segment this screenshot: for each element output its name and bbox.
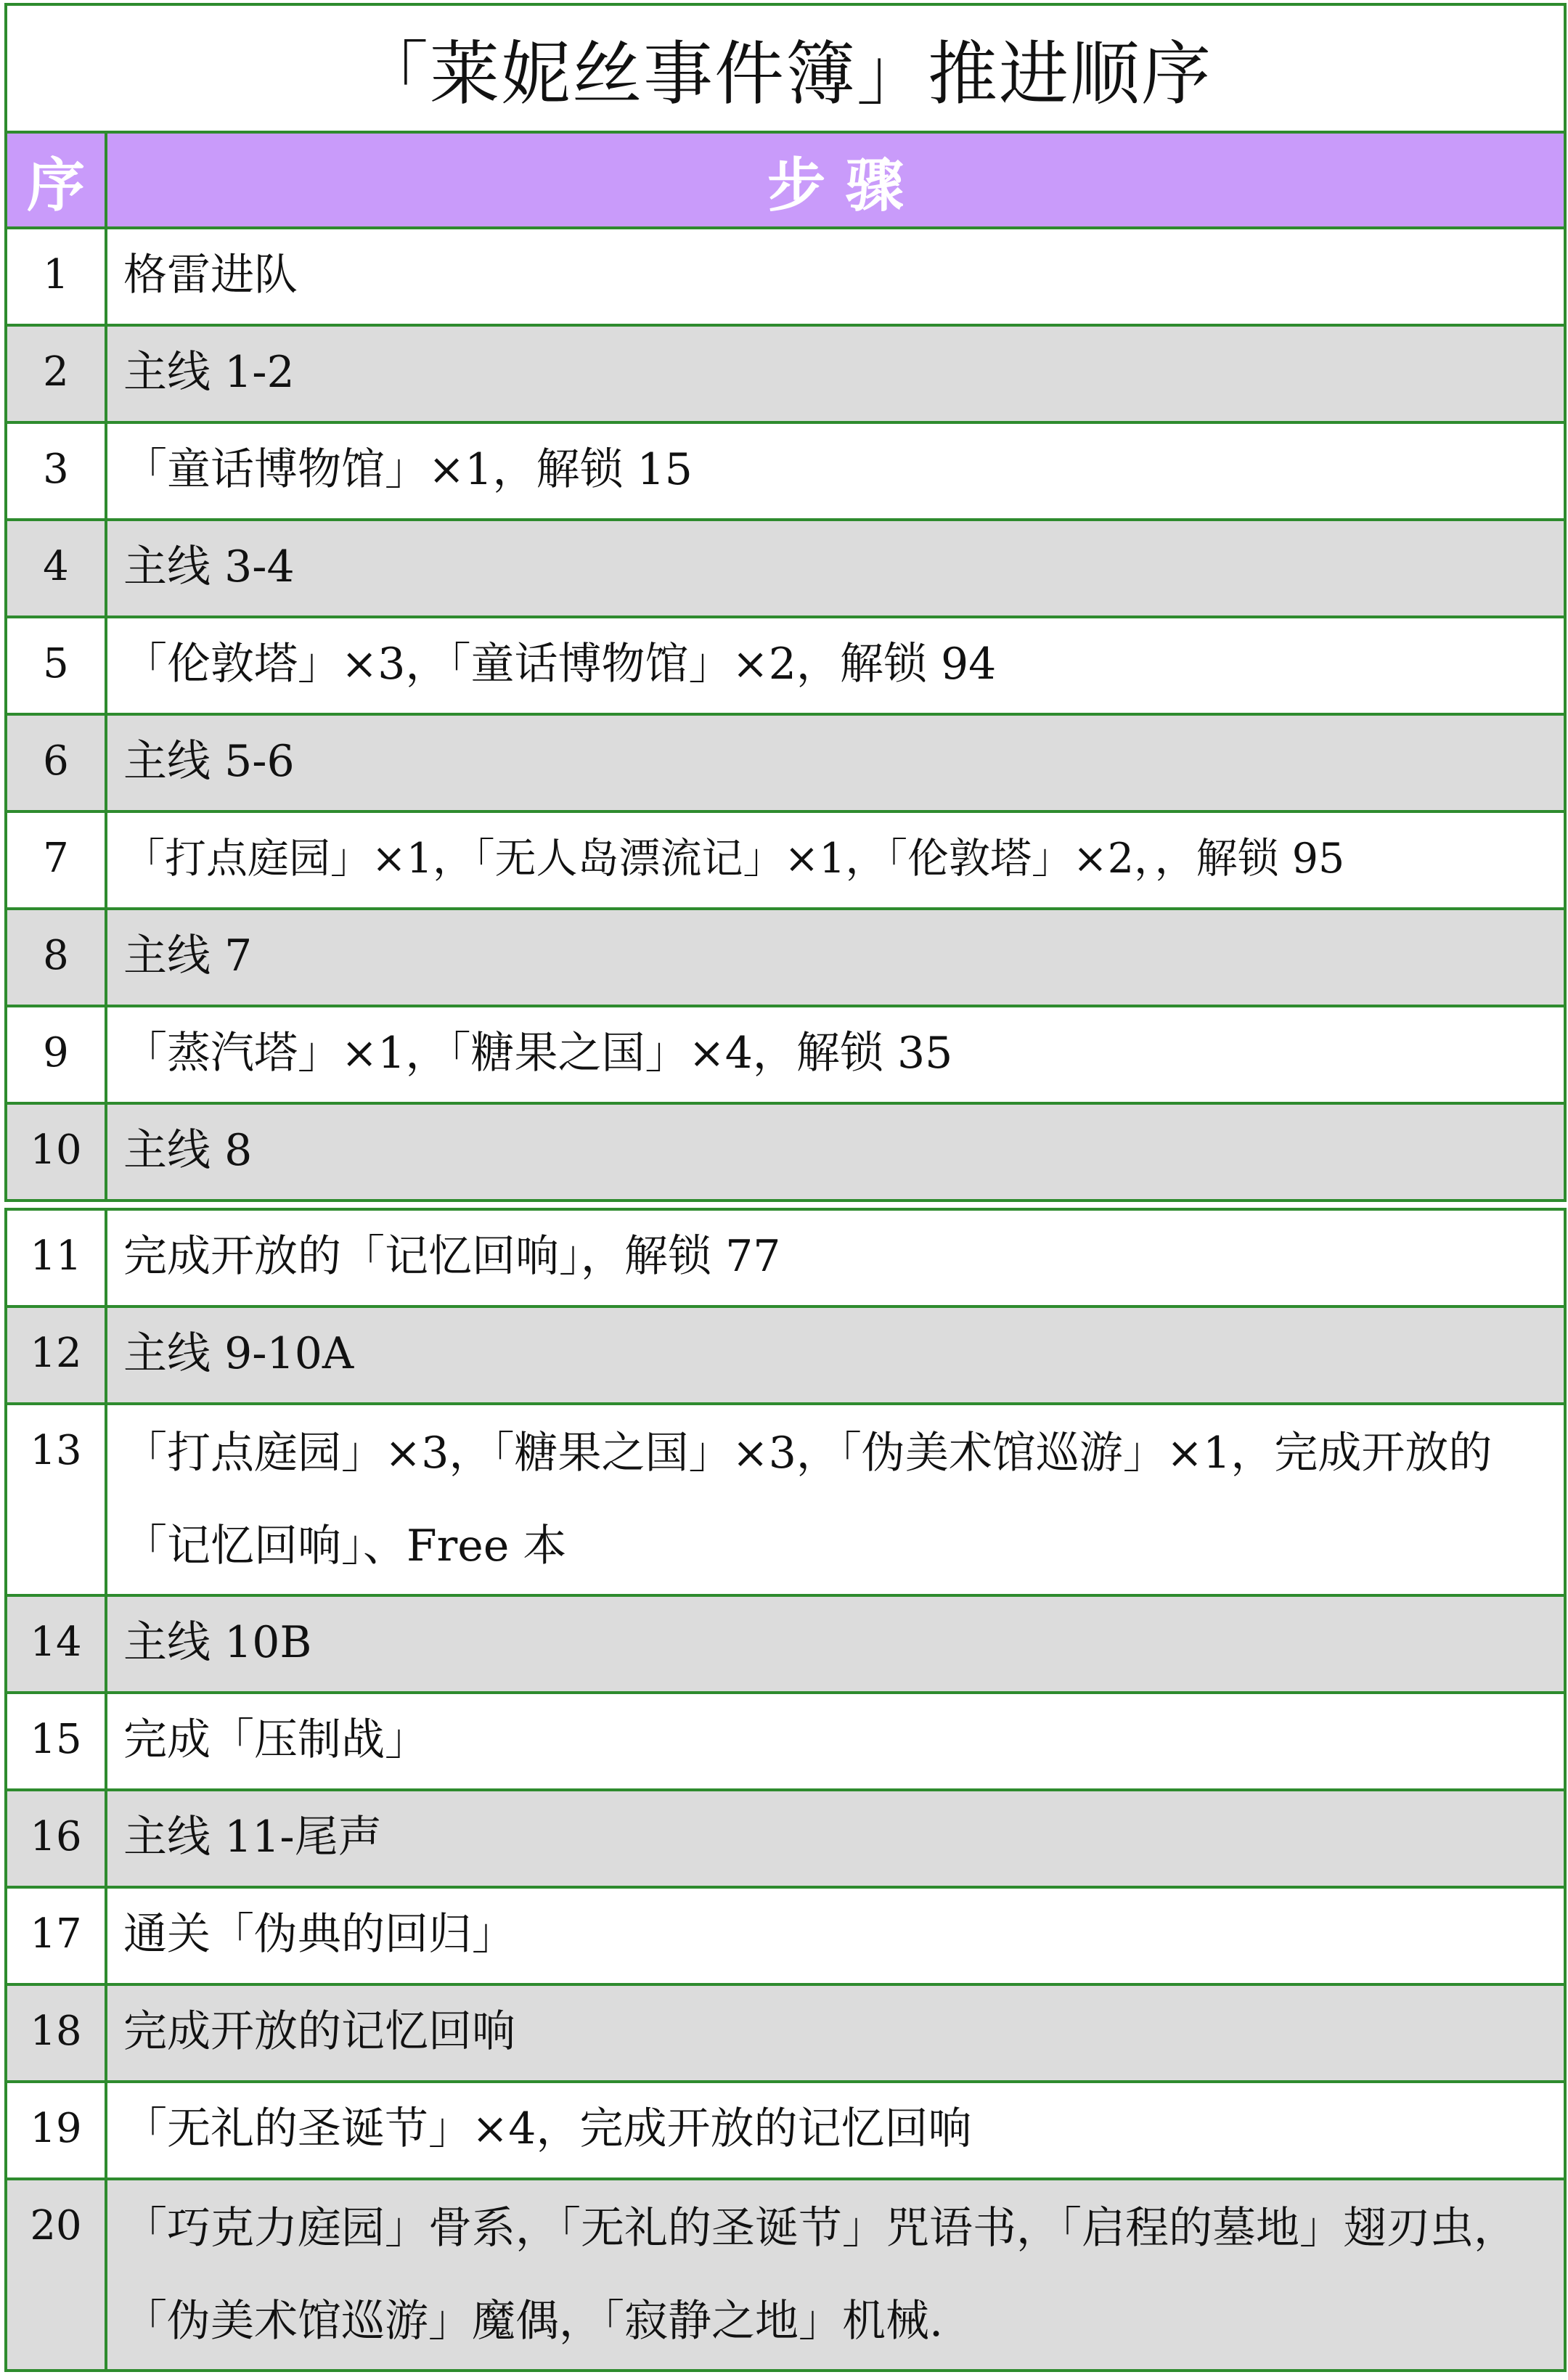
row-number: 20 xyxy=(6,2179,106,2371)
row-number: 18 xyxy=(6,1984,106,2082)
table-row xyxy=(6,1887,1565,1984)
row-number: 16 xyxy=(6,1790,106,1887)
table-row xyxy=(6,520,1565,617)
row-step: 主线 8 xyxy=(106,1103,1565,1201)
table-row xyxy=(6,228,1565,325)
progression-sheet xyxy=(4,3,1564,2372)
row-step: 主线 9-10A xyxy=(106,1306,1565,1404)
row-step: 格雷进队 xyxy=(106,228,1565,325)
row-step: 「童话博物馆」×1，解锁 15 xyxy=(106,422,1565,520)
table-row xyxy=(6,2179,1565,2371)
table-row xyxy=(6,2082,1565,2179)
row-number: 1 xyxy=(6,228,106,325)
header-step: 步 骤 xyxy=(106,132,1565,228)
table-row xyxy=(6,1984,1565,2082)
row-number: 19 xyxy=(6,2082,106,2179)
row-step: 完成开放的「记忆回响」，解锁 77 xyxy=(106,1209,1565,1306)
table-row xyxy=(6,1790,1565,1887)
row-step: 「打点庭园」×1，「无人岛漂流记」×1，「伦敦塔」×2，，解锁 95 xyxy=(106,811,1565,909)
row-number: 14 xyxy=(6,1595,106,1693)
row-number: 6 xyxy=(6,714,106,811)
table-row xyxy=(6,1595,1565,1693)
row-number: 17 xyxy=(6,1887,106,1984)
row-step: 主线 10B xyxy=(106,1595,1565,1693)
row-step: 主线 3-4 xyxy=(106,520,1565,617)
row-step: 「蒸汽塔」×1，「糖果之国」×4，解锁 35 xyxy=(106,1006,1565,1103)
table-row xyxy=(6,422,1565,520)
table-row xyxy=(6,1693,1565,1790)
row-number: 11 xyxy=(6,1209,106,1306)
row-number: 2 xyxy=(6,325,106,422)
table-row xyxy=(6,811,1565,909)
table-row xyxy=(6,1006,1565,1103)
row-number: 13 xyxy=(6,1404,106,1595)
row-step: 主线 1-2 xyxy=(106,325,1565,422)
row-step: 通关「伪典的回归」 xyxy=(106,1887,1565,1984)
row-step: 主线 5-6 xyxy=(106,714,1565,811)
row-number: 3 xyxy=(6,422,106,520)
row-step: 「巧克力庭园」骨系，「无礼的圣诞节」咒语书，「启程的墓地」翅刃虫，「伪美术馆巡游」魔偶，「寂静之地」机械. xyxy=(106,2179,1565,2371)
row-step: 完成「压制战」 xyxy=(106,1693,1565,1790)
row-number: 7 xyxy=(6,811,106,909)
table-row xyxy=(6,909,1565,1006)
table-row xyxy=(6,1306,1565,1404)
table-row xyxy=(6,325,1565,422)
row-number: 15 xyxy=(6,1693,106,1790)
row-number: 10 xyxy=(6,1103,106,1201)
row-number: 9 xyxy=(6,1006,106,1103)
row-step: 「打点庭园」×3，「糖果之国」×3，「伪美术馆巡游」×1，完成开放的「记忆回响」、Free 本 xyxy=(106,1404,1565,1595)
table-row xyxy=(6,1404,1565,1595)
table-row xyxy=(6,714,1565,811)
row-number: 5 xyxy=(6,617,106,714)
row-number: 12 xyxy=(6,1306,106,1404)
progression-table-bottom xyxy=(4,1208,1567,2372)
row-step: 「伦敦塔」×3，「童话博物馆」×2，解锁 94 xyxy=(106,617,1565,714)
page-title: 「莱妮丝事件簿」推进顺序 xyxy=(6,4,1565,132)
row-step: 完成开放的记忆回响 xyxy=(106,1984,1565,2082)
table-row xyxy=(6,617,1565,714)
row-number: 4 xyxy=(6,520,106,617)
table-row xyxy=(6,1103,1565,1201)
row-step: 「无礼的圣诞节」×4，完成开放的记忆回响 xyxy=(106,2082,1565,2179)
progression-table-top xyxy=(4,3,1567,1202)
row-step: 主线 11-尾声 xyxy=(106,1790,1565,1887)
table-row xyxy=(6,1209,1565,1306)
row-number: 8 xyxy=(6,909,106,1006)
header-num: 序 xyxy=(6,132,106,228)
row-step: 主线 7 xyxy=(106,909,1565,1006)
